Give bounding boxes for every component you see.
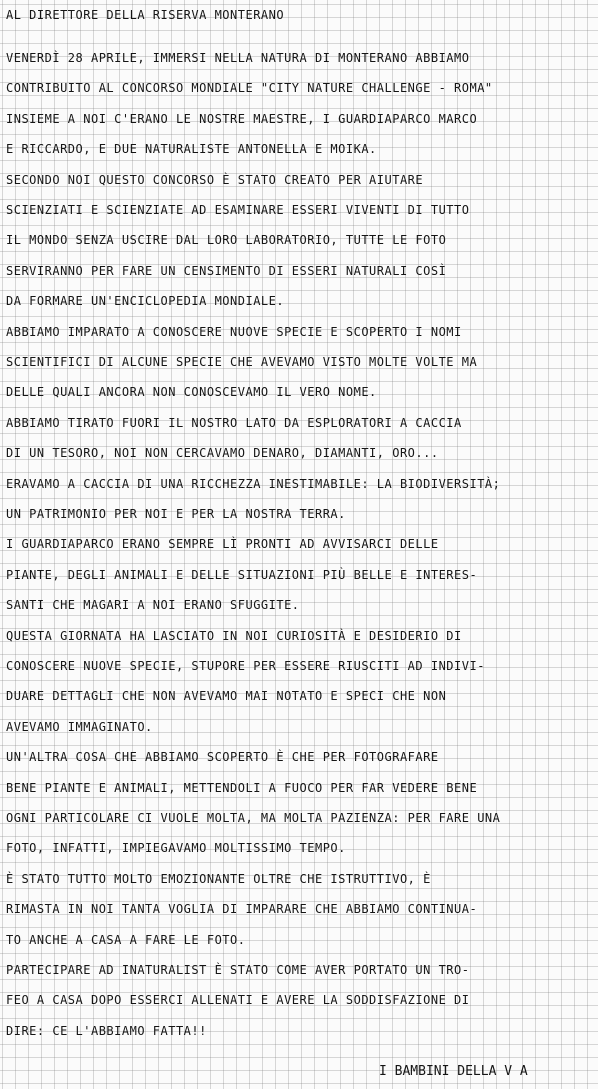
letter-line: ERAVAMO A CACCIA DI UNA RICCHEZZA INESTIMABILE: LA BIODIVERSITÀ; bbox=[6, 476, 501, 491]
letter-line: CONOSCERE NUOVE SPECIE, STUPORE PER ESSERE RIUSCITI AD INDIVI- bbox=[6, 659, 485, 673]
letter-line: UN'ALTRA COSA CHE ABBIAMO SCOPERTO È CHE PER FOTOGRAFARE bbox=[6, 750, 439, 765]
letter-line: IL MONDO SENZA USCIRE DAL LORO LABORATORIO, TUTTE LE FOTO bbox=[6, 233, 447, 248]
letter-line: È STATO TUTTO MOLTO EMOZIONANTE OLTRE CHE ISTRUTTIVO, È bbox=[6, 871, 431, 886]
letter-signature: I BAMBINI DELLA V A bbox=[379, 1064, 528, 1079]
letter-line: E RICCARDO, E DUE NATURALISTE ANTONELLA E MOIKA. bbox=[6, 142, 377, 157]
letter-line: AVEVAMO IMMAGINATO. bbox=[6, 719, 153, 734]
letter-line: PIANTE, DEGLI ANIMALI E DELLE SITUAZIONI PIÙ BELLE E INTERES- bbox=[6, 567, 478, 582]
letter-line: FOTO, INFATTI, IMPIEGAVAMO MOLTISSIMO TEMPO. bbox=[6, 841, 346, 856]
letter-line: TO ANCHE A CASA A FARE LE FOTO. bbox=[6, 932, 246, 947]
letter-heading: AL DIRETTORE DELLA RISERVA MONTERANO bbox=[6, 8, 285, 22]
letter-line: DIRE: CE L'ABBIAMO FATTA!! bbox=[6, 1023, 207, 1038]
letter-line: DA FORMARE UN'ENCICLOPEDIA MONDIALE. bbox=[6, 294, 285, 309]
letter-line: ABBIAMO TIRATO FUORI IL NOSTRO LATO DA ESPLORATORI A CACCIA bbox=[6, 415, 462, 430]
letter-line: QUESTA GIORNATA HA LASCIATO IN NOI CURIOSITÀ E DESIDERIO DI bbox=[6, 628, 462, 643]
letter-line: BENE PIANTE E ANIMALI, METTENDOLI A FUOCO PER FAR VEDERE BENE bbox=[6, 780, 478, 795]
letter-line: SANTI CHE MAGARI A NOI ERANO SFUGGITE. bbox=[6, 598, 300, 613]
letter-line: SCIENZIATI E SCIENZIATE AD ESAMINARE ESSERI VIVENTI DI TUTTO bbox=[6, 203, 470, 217]
letter-line: VENERDÌ 28 APRILE, IMMERSI NELLA NATURA DI MONTERANO ABBIAMO bbox=[6, 51, 470, 65]
letter-line: PARTECIPARE AD INATURALIST È STATO COME AVER PORTATO UN TRO- bbox=[6, 963, 470, 977]
letter-line: FEO A CASA DOPO ESSERCI ALLENATI E AVERE LA SODDISFAZIONE DI bbox=[6, 993, 470, 1008]
letter-line: INSIEME A NOI C'ERANO LE NOSTRE MAESTRE, I GUARDIAPARCO MARCO bbox=[6, 111, 478, 126]
letter-line: CONTRIBUITO AL CONCORSO MONDIALE "CITY NATURE CHALLENGE - ROMA" bbox=[6, 81, 493, 96]
letter-line: I GUARDIAPARCO ERANO SEMPRE LÌ PRONTI AD AVVISARCI DELLE bbox=[6, 537, 439, 552]
letter-line: ABBIAMO IMPARATO A CONOSCERE NUOVE SPECIE E SCOPERTO I NOMI bbox=[6, 324, 462, 339]
letter-line: DI UN TESORO, NOI NON CERCAVAMO DENARO, DIAMANTI, ORO... bbox=[6, 446, 439, 461]
letter-line: UN PATRIMONIO PER NOI E PER LA NOSTRA TERRA. bbox=[6, 507, 346, 521]
letter-line: RIMASTA IN NOI TANTA VOGLIA DI IMPARARE CHE ABBIAMO CONTINUA- bbox=[6, 902, 478, 917]
letter-line: SECONDO NOI QUESTO CONCORSO È STATO CREATO PER AIUTARE bbox=[6, 172, 424, 187]
letter-line: OGNI PARTICOLARE CI VUOLE MOLTA, MA MOLTA PAZIENZA: PER FARE UNA bbox=[6, 811, 501, 825]
letter-line: DELLE QUALI ANCORA NON CONOSCEVAMO IL VERO NOME. bbox=[6, 385, 377, 400]
letter-line: DUARE DETTAGLI CHE NON AVEVAMO MAI NOTATO E SPECI CHE NON bbox=[6, 689, 447, 704]
letter-line: SCIENTIFICI DI ALCUNE SPECIE CHE AVEVAMO VISTO MOLTE VOLTE MA bbox=[6, 355, 478, 369]
letter-line: SERVIRANNO PER FARE UN CENSIMENTO DI ESSERI NATURALI COSÌ bbox=[6, 263, 447, 278]
